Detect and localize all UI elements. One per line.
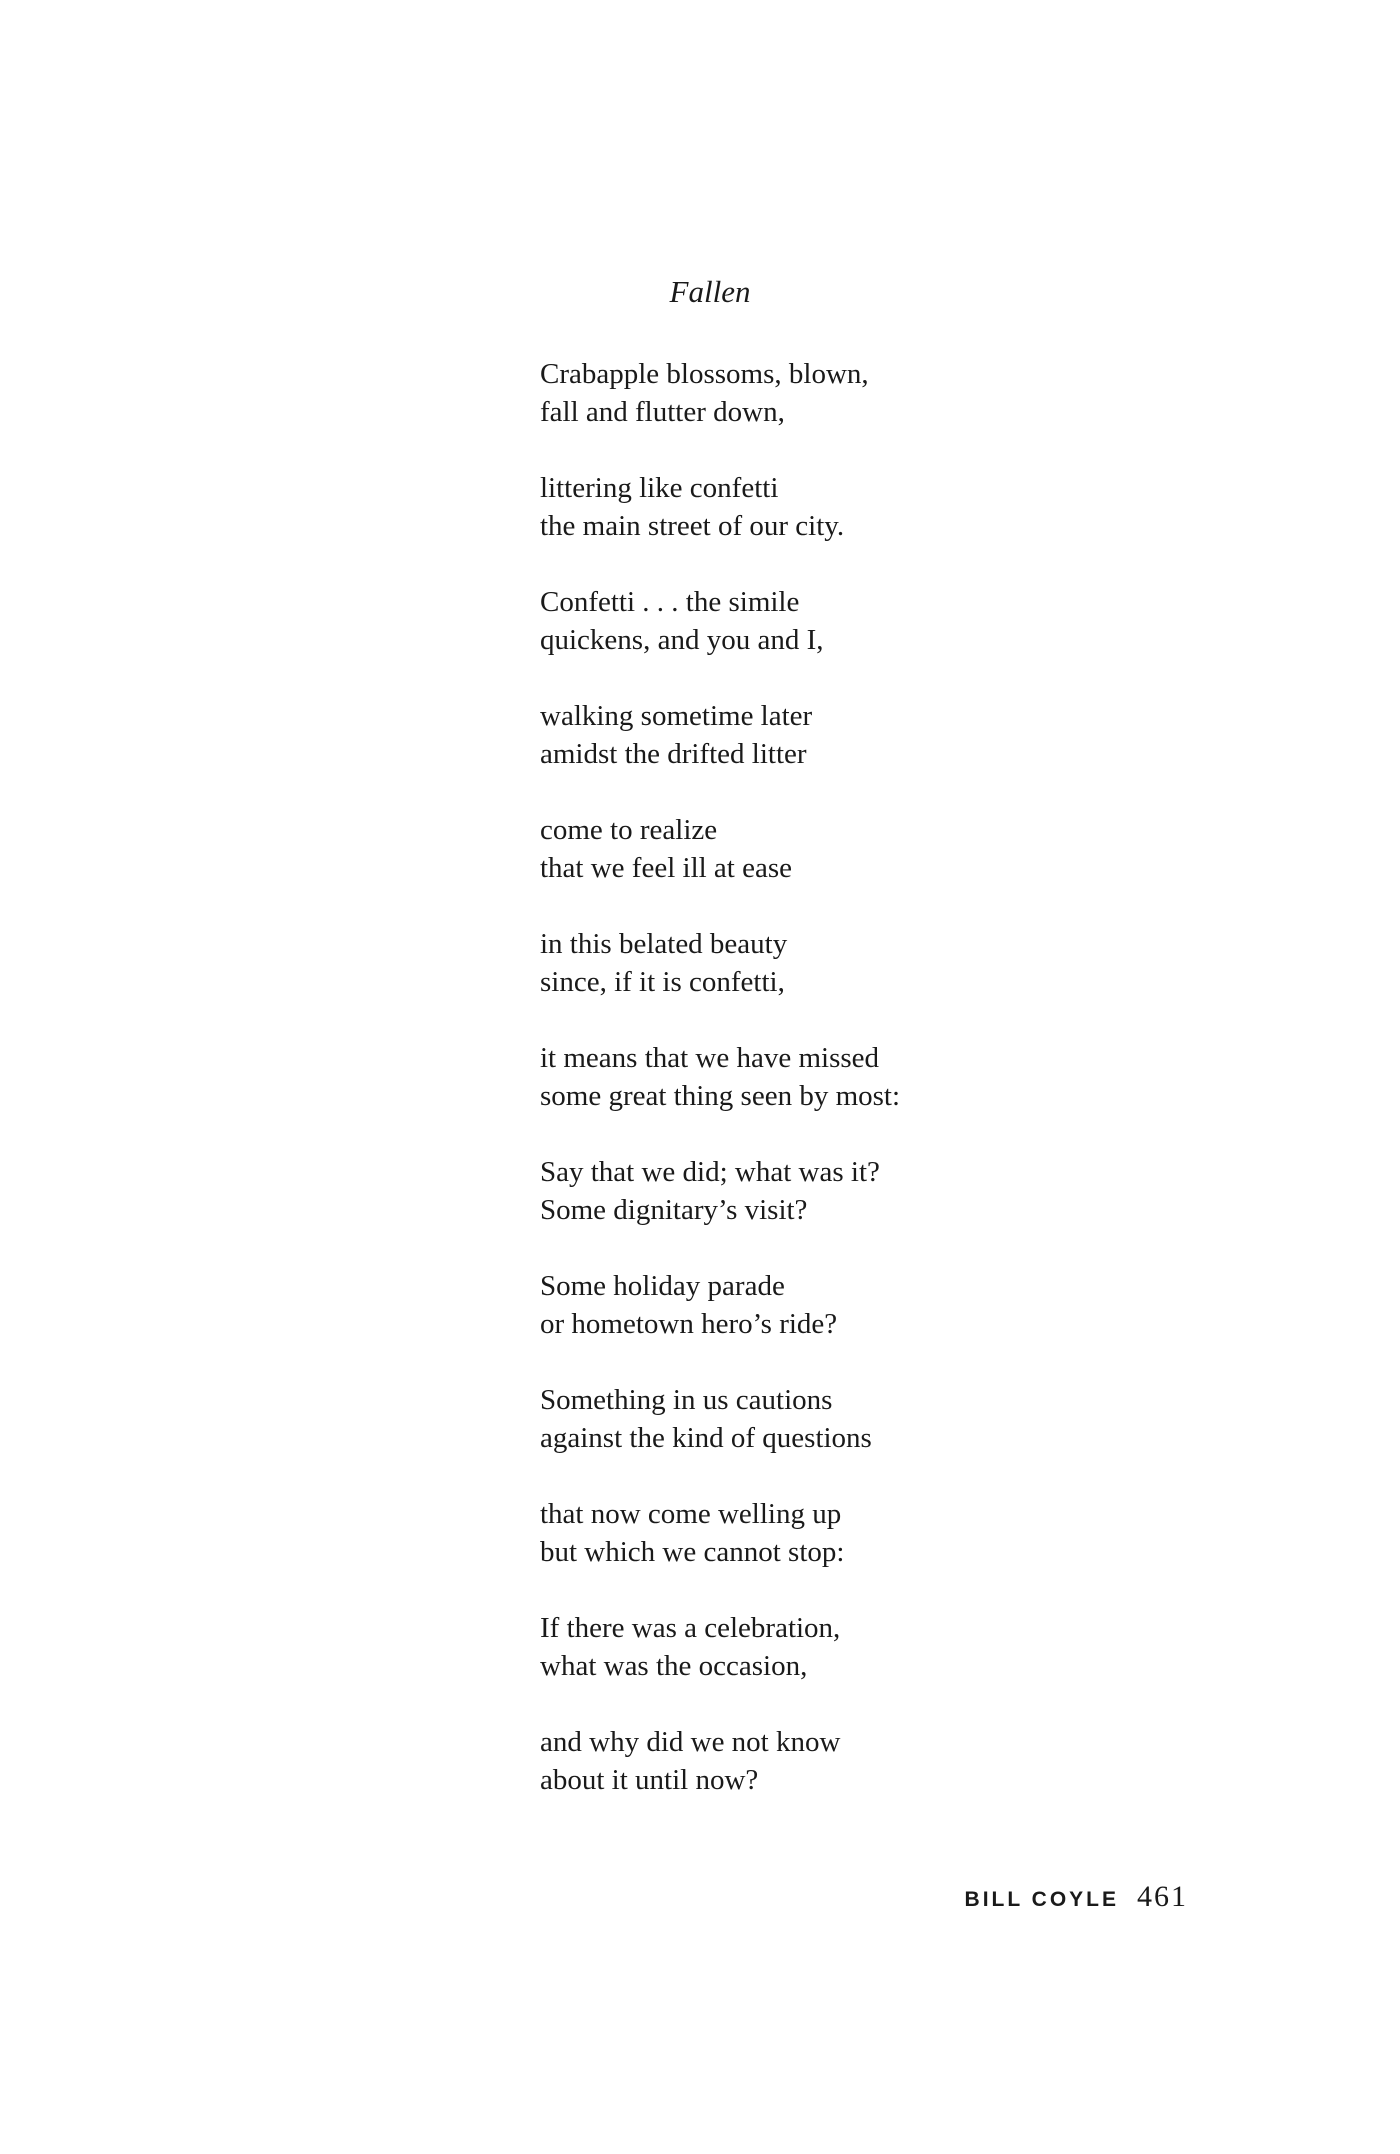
poem-line: and why did we not know (540, 1726, 841, 1758)
stanza (540, 355, 1060, 469)
page-footer (965, 1880, 1188, 1914)
poem-line: some great thing seen by most: (540, 1080, 901, 1112)
stanza (540, 1039, 1060, 1153)
page-number: 461 (1137, 1880, 1188, 1913)
poem-line: but which we cannot stop: (540, 1536, 845, 1568)
poem-line: it means that we have missed (540, 1042, 880, 1074)
stanza (540, 1495, 1060, 1609)
poem-line: Confetti . . . the simile (540, 586, 800, 618)
poem-line: come to realize (540, 814, 718, 846)
poem-line: If there was a celebration, (540, 1612, 841, 1644)
poem-line: Crabapple blossoms, blown, (540, 358, 869, 390)
poem-line: the main street of our city. (540, 510, 845, 542)
stanza (540, 583, 1060, 697)
poem-line: what was the occasion, (540, 1650, 808, 1682)
poem-title: Fallen (669, 274, 751, 309)
poem-line: against the kind of questions (540, 1422, 872, 1454)
poem-line: quickens, and you and I, (540, 624, 824, 656)
poem-line: Something in us cautions (540, 1384, 833, 1416)
stanza (540, 1381, 1060, 1495)
poem-line: fall and flutter down, (540, 396, 785, 428)
stanza (540, 925, 1060, 1039)
stanza (540, 697, 1060, 811)
poem-body (540, 355, 1060, 1837)
poem-line: that we feel ill at ease (540, 852, 793, 884)
stanza (540, 811, 1060, 925)
poem-line: walking sometime later (540, 700, 813, 732)
author-name: BILL COYLE (964, 1888, 1119, 1911)
poem-line: Some holiday parade (540, 1270, 785, 1302)
poem-line: about it until now? (540, 1764, 759, 1796)
stanza (540, 1153, 1060, 1267)
poem-line: in this belated beauty (540, 928, 788, 960)
stanza (540, 1609, 1060, 1723)
stanza (540, 469, 1060, 583)
stanza (540, 1267, 1060, 1381)
stanza (540, 1723, 1060, 1837)
poem-line: since, if it is confetti, (540, 966, 785, 998)
poem-line: amidst the drifted litter (540, 738, 807, 770)
poem-line: littering like confetti (540, 472, 779, 504)
poem-line: Say that we did; what was it? (540, 1156, 880, 1188)
poem-line: or hometown hero’s ride? (540, 1308, 838, 1340)
poem-line: Some dignitary’s visit? (540, 1194, 808, 1226)
poem-line: that now come welling up (540, 1498, 842, 1530)
